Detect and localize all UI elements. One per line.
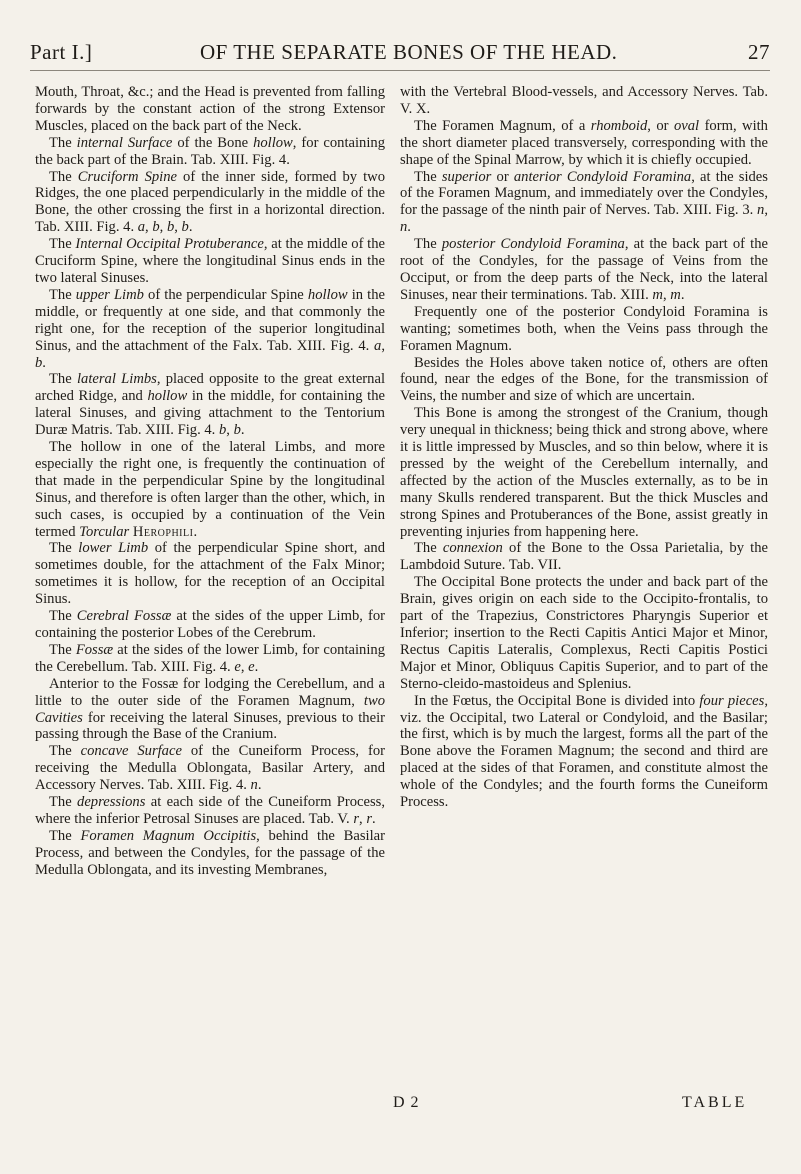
italic-term: r xyxy=(353,810,360,827)
italic-term: lateral Limbs xyxy=(76,371,157,388)
italic-term: n xyxy=(400,219,408,236)
italic-term: two Cavities xyxy=(35,692,385,726)
text-run: Anterior to the Fossæ for lodging the Cerebellum, and a little to the outer side of the Foramen Magnum, xyxy=(35,675,385,709)
text-run: with the Vertebral Blood-vessels, and Accessory Nerves. Tab. V. X. xyxy=(400,84,768,117)
paragraph xyxy=(400,540,768,574)
italic-term: n xyxy=(250,777,258,794)
paragraph xyxy=(400,118,768,169)
paragraph xyxy=(35,84,385,135)
italic-term: a xyxy=(137,219,146,236)
italic-term: rhomboid xyxy=(590,117,648,134)
italic-term: depressions xyxy=(77,794,146,811)
paragraph xyxy=(35,828,385,879)
text-run: The xyxy=(49,743,81,760)
paragraph xyxy=(35,642,385,676)
text-run: , xyxy=(159,219,167,236)
italic-term: Internal Occipital Protuberance xyxy=(75,236,264,253)
text-run: of the perpendicular Spine xyxy=(143,286,308,303)
text-run: , xyxy=(662,286,671,303)
text-run: The xyxy=(49,608,77,625)
italic-term: upper Limb xyxy=(75,286,144,303)
text-run: , xyxy=(764,202,768,219)
text-run: , xyxy=(145,219,153,236)
italic-term: b xyxy=(166,219,175,236)
text-run: at each side of the Cuneiform Process, where the inferior Petrosal Sinuses are placed. Tab. V. xyxy=(35,794,385,827)
italic-term: Fossæ xyxy=(75,641,114,658)
text-run: of the perpendicular Spine short, and sometimes double, for the attachment of the Falx Minor; sometimes it is hollow, for the reception of an Occipital Sinus. xyxy=(35,540,385,608)
text-run: in the middle, for containing the lateral Sinuses, and giving attachment to the Tentorium Duræ Matris. Tab. XIII. Fig. 4. xyxy=(35,388,385,439)
italic-term: e xyxy=(234,658,241,675)
italic-term: Torcular xyxy=(79,523,133,540)
paragraph xyxy=(400,236,768,304)
catchword: TABLE xyxy=(682,1094,748,1111)
paragraph xyxy=(35,743,385,794)
italic-term: four pieces xyxy=(699,692,765,709)
paragraph xyxy=(400,169,768,237)
italic-term: oval xyxy=(673,117,700,134)
italic-term: hollow xyxy=(147,388,188,405)
text-run: The xyxy=(49,827,81,844)
italic-term: m xyxy=(652,286,663,303)
text-run: , at the back part of the root of the Condyles, for the passage of Veins from the Occiput, or from the deep parts of the Neck, into the lateral Sinuses, near their terminations. Tab. XIII. xyxy=(400,236,768,303)
italic-term: superior xyxy=(441,168,492,185)
paragraph xyxy=(35,794,385,828)
text-run: . xyxy=(240,422,245,439)
text-run: , xyxy=(381,337,385,354)
text-run: of the inner side, formed by two Ridges, the one placed perpendicularly in the middle of the Bone, the other crossing the first in a horizontal direction. Tab. XIII. Fig. 4. xyxy=(35,168,386,236)
text-run: , xyxy=(240,658,249,675)
text-run: The xyxy=(414,168,442,185)
text-run: of the Cuneiform Process, for receiving the Medulla Oblongata, Basilar Artery, and Accessory Nerves. Tab. XIII. Fig. 4. xyxy=(35,743,386,794)
signature-mark: D 2 xyxy=(393,1094,420,1111)
italic-term: Foramen Magnum Occipitis xyxy=(80,827,257,844)
text-run: . xyxy=(188,219,193,236)
text-run: , at the sides of the Foramen Magnum, and immediately over the Condyles, for the passage of the ninth pair of Nerves. Tab. XIII. Fig. 3. xyxy=(400,168,768,219)
text-run: The xyxy=(414,540,443,557)
chapter-title: OF THE SEPARATE BONES OF THE HEAD. xyxy=(200,40,618,64)
text-run: for receiving the lateral Sinuses, previous to their passing through the Base of the Cranium. xyxy=(35,709,385,743)
italic-term: connexion xyxy=(442,540,503,557)
text-run: The xyxy=(49,236,76,253)
small-caps-term: Herophili xyxy=(132,523,194,540)
paragraph xyxy=(35,676,385,744)
text-run: of the Bone to the Ossa Parietalia, by the Lambdoid Suture. Tab. VII. xyxy=(400,540,768,574)
text-run: The hollow in one of the lateral Limbs, and more especially the right one, is frequently the continuation of that made in the perpendicular Spine by the longitudinal Sinus, and therefore is often larger than the other, which, in such cases, is occupied by a continuation of the Vein termed xyxy=(35,439,385,540)
text-run: The xyxy=(49,134,77,151)
italic-term: b xyxy=(152,219,160,236)
paragraph xyxy=(35,540,385,608)
italic-term: posterior Condyloid Foramina xyxy=(441,236,625,253)
italic-term: anterior Condyloid Foramina xyxy=(513,168,692,185)
italic-term: lower Limb xyxy=(78,540,149,557)
text-run: in the middle, or frequently at one side, and that commonly the right one, for the reception of the superior longitudinal Sinus, and the attachment of the Falx. Tab. XIII. Fig. 4. xyxy=(35,286,385,354)
text-run: The xyxy=(49,168,78,185)
italic-term: Cerebral Fossæ xyxy=(76,608,172,625)
italic-term: m xyxy=(670,286,681,303)
italic-term: b xyxy=(35,354,43,371)
text-run: . xyxy=(680,286,685,303)
text-run: In the Fœtus, the Occipital Bone is divided into xyxy=(414,692,700,709)
text-run: form, with the short diameter placed transversely, corresponding with the shape of the Spinal Marrow, by which it is chiefly occupied. xyxy=(400,117,768,168)
text-run: The xyxy=(49,371,77,388)
text-run: . xyxy=(407,219,411,236)
text-run: . xyxy=(42,354,46,371)
italic-term: n xyxy=(757,202,765,219)
right-text-column xyxy=(400,84,768,811)
text-run: This Bone is among the strongest of the Cranium, though very unequal in thickness; being thick and strong above, where it is little impressed by Muscles, and so thin below, where it is pressed by the weight of the Cerebellum internally, and affected by the action of the Muscles externally, as to be in many Skulls rendered transparent. But the thick Muscles and strong Spines and Protuberances of the Bone, assist greatly in preventing injuries from happening here. xyxy=(400,405,768,540)
text-run: The xyxy=(49,641,76,658)
text-run: at the sides of the lower Limb, for containing the Cerebellum. Tab. XIII. Fig. 4. xyxy=(35,641,385,675)
paragraph xyxy=(400,84,768,118)
text-run: , xyxy=(226,422,234,439)
paragraph xyxy=(400,355,768,406)
italic-term: e xyxy=(248,658,255,675)
part-label: Part I.] xyxy=(30,40,93,64)
text-run: of the Bone xyxy=(172,134,254,151)
italic-term: hollow xyxy=(307,286,348,303)
italic-term: b xyxy=(233,422,241,439)
text-run: at the sides of the upper Limb, for containing the posterior Lobes of the Cerebrum. xyxy=(35,608,386,641)
text-run: . xyxy=(372,810,376,827)
italic-term: hollow xyxy=(253,134,293,151)
italic-term: r xyxy=(366,810,373,827)
text-run: The xyxy=(49,286,76,303)
paragraph xyxy=(35,135,385,169)
italic-term: b xyxy=(218,422,227,439)
paragraph xyxy=(35,236,385,287)
text-run: The Occipital Bone protects the under and back part of the Brain, gives origin on each side to the Occipito-frontalis, to part of the Trapezius, Constrictores Pharyngis Superior et Inferior; insertion to the Recti Capitis Antici Major et Minor, Rectus Capitis Lateralis, Complexus, Recti Capitis Postici Major et Minor, Obliquus Capitis Superior, and to part of the Sterno-cleido-mastoideus and Splenius. xyxy=(400,574,768,692)
paragraph xyxy=(35,371,385,439)
paragraph xyxy=(35,287,385,372)
paragraph xyxy=(35,169,385,237)
text-run: , for containing the back part of the Brain. Tab. XIII. Fig. 4. xyxy=(35,134,385,168)
text-run: , xyxy=(359,810,367,827)
text-run: The Foramen Magnum, of a xyxy=(414,117,591,134)
running-header xyxy=(30,40,770,71)
paragraph xyxy=(35,608,385,642)
text-run: , at the middle of the Cruciform Spine, where the longitudinal Sinus ends in the two lateral Sinuses. xyxy=(35,236,385,286)
paragraph xyxy=(400,304,768,355)
page-number: 27 xyxy=(748,40,770,64)
italic-term: internal Surface xyxy=(76,134,173,151)
text-run: . xyxy=(254,658,259,675)
text-run: Besides the Holes above taken notice of, others are often found, near the edges of the Bone, for the transmission of Veins, the number and size of which are uncertain. xyxy=(400,354,768,405)
text-run: or xyxy=(491,168,514,185)
paragraph xyxy=(35,439,385,540)
italic-term: Cruciform Spine xyxy=(77,168,178,185)
paragraph xyxy=(400,405,768,540)
text-run: Frequently one of the posterior Condyloid Foramina is wanting; sometimes both, when the Veins pass through the Foramen Magnum. xyxy=(400,303,768,354)
text-run: , or xyxy=(647,117,674,134)
text-run: The xyxy=(49,794,78,811)
text-run: The xyxy=(414,236,442,253)
page-footer xyxy=(0,1094,801,1118)
paragraph xyxy=(400,574,768,692)
text-run: , viz. the Occipital, two Lateral or Condyloid, and the Basilar; the first, which is by much the largest, forms all the part of the Bone above the Foramen Magnum; the second and third are placed at the sides of that Foramen, and constitute almost the whole of the Condyles; and the fourth forms the Cuneiform Process. xyxy=(400,692,768,811)
text-run: , behind the Basilar Process, and between the Condyles, for the passage of the Medulla Oblongata, and its investing Membranes, xyxy=(35,827,386,878)
italic-term: concave Surface xyxy=(80,743,182,760)
left-text-column xyxy=(35,84,385,879)
text-run: , xyxy=(174,219,182,236)
text-run: . xyxy=(193,523,198,540)
italic-term: a xyxy=(374,337,382,354)
paragraph xyxy=(400,693,768,811)
text-run: , placed opposite to the great external arched Ridge, and xyxy=(35,371,385,405)
text-run: The xyxy=(49,540,79,557)
text-run: . xyxy=(257,777,262,794)
italic-term: b xyxy=(181,219,189,236)
text-run: Mouth, Throat, &c.; and the Head is prevented from falling forwards by the constant action of the strong Extensor Muscles, placed on the back part of the Neck. xyxy=(35,84,385,134)
